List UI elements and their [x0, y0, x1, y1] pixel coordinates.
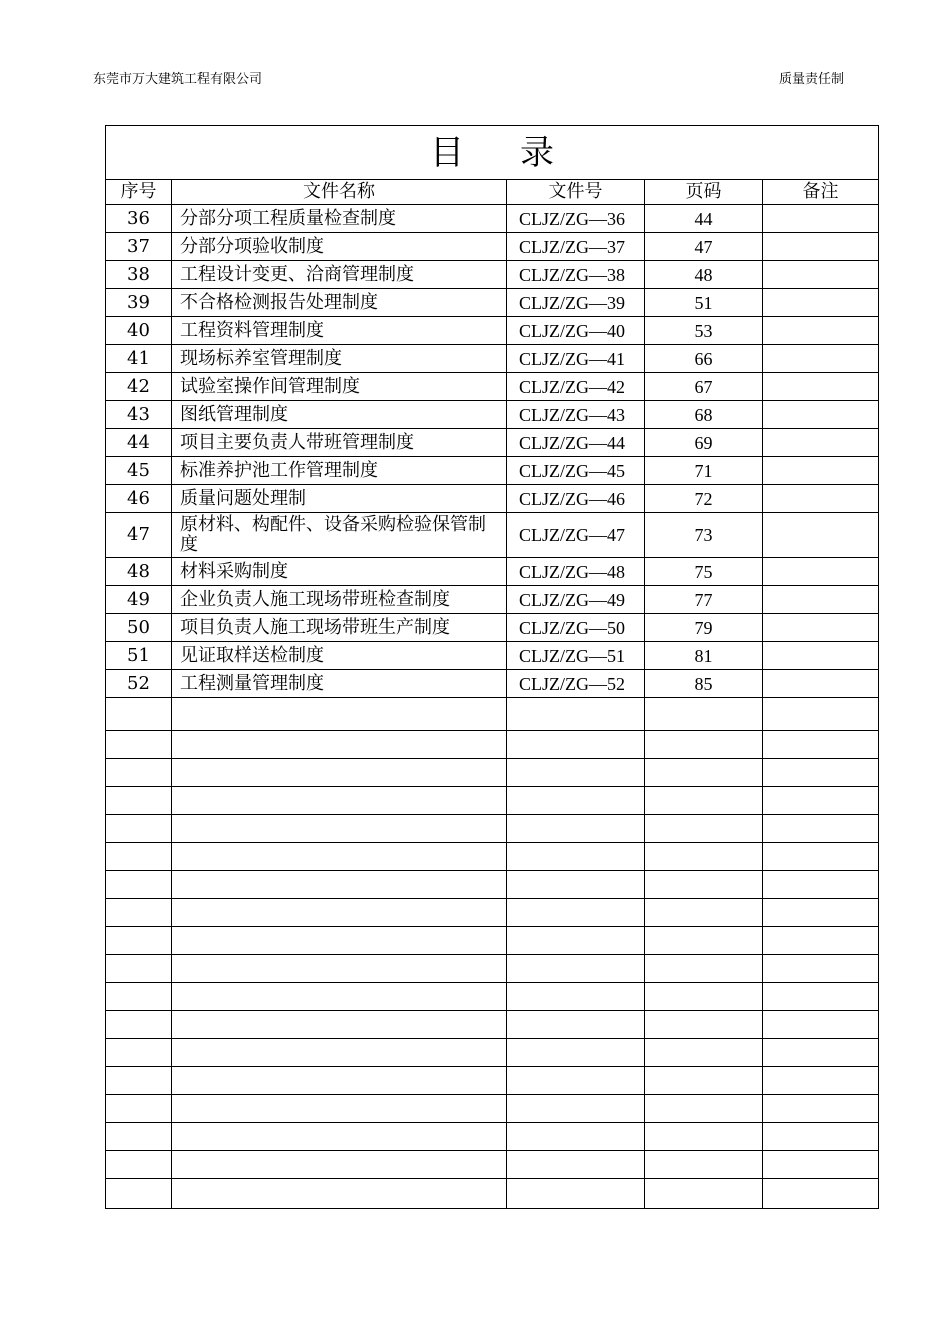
table-row: [106, 586, 879, 614]
row-code: CLJZ/ZG—38: [507, 261, 645, 289]
row-code: CLJZ/ZG—51: [507, 642, 645, 670]
row-note: [763, 614, 879, 642]
blank-cell: [106, 815, 172, 843]
blank-cell: [507, 815, 645, 843]
row-name: 工程测量管理制度: [172, 670, 507, 698]
row-code: CLJZ/ZG—45: [507, 457, 645, 485]
blank-cell: [106, 1011, 172, 1039]
blank-cell: [763, 955, 879, 983]
row-number: 50: [106, 614, 172, 642]
blank-cell: [763, 1067, 879, 1095]
row-note: [763, 233, 879, 261]
row-number: 43: [106, 401, 172, 429]
blank-cell: [172, 787, 507, 815]
blank-row: [106, 1095, 879, 1123]
blank-row: [106, 1123, 879, 1151]
blank-cell: [106, 1039, 172, 1067]
blank-cell: [507, 1095, 645, 1123]
blank-cell: [172, 1151, 507, 1179]
row-code: CLJZ/ZG—39: [507, 289, 645, 317]
table-row: [106, 558, 879, 586]
blank-cell: [507, 698, 645, 731]
blank-cell: [172, 1095, 507, 1123]
blank-cell: [106, 983, 172, 1011]
blank-cell: [763, 698, 879, 731]
row-name: 质量问题处理制: [172, 485, 507, 513]
blank-cell: [106, 1095, 172, 1123]
row-page: 67: [645, 373, 763, 401]
col-header-code: 文件号: [507, 180, 645, 205]
table-row: [106, 317, 879, 345]
blank-row: [106, 1067, 879, 1095]
row-note: [763, 670, 879, 698]
blank-cell: [763, 1039, 879, 1067]
blank-cell: [507, 759, 645, 787]
table-row: [106, 513, 879, 558]
row-number: 47: [106, 513, 172, 558]
row-note: [763, 586, 879, 614]
blank-cell: [507, 1179, 645, 1209]
blank-cell: [106, 1067, 172, 1095]
blank-row: [106, 698, 879, 731]
blank-cell: [645, 759, 763, 787]
blank-row: [106, 927, 879, 955]
row-page: 44: [645, 205, 763, 233]
row-code: CLJZ/ZG—50: [507, 614, 645, 642]
blank-cell: [172, 983, 507, 1011]
blank-cell: [763, 787, 879, 815]
row-name: 原材料、构配件、设备采购检验保管制度: [172, 513, 507, 558]
row-page: 75: [645, 558, 763, 586]
row-note: [763, 558, 879, 586]
blank-cell: [645, 843, 763, 871]
row-name: 项目主要负责人带班管理制度: [172, 429, 507, 457]
row-page: 81: [645, 642, 763, 670]
blank-cell: [507, 871, 645, 899]
row-name: 试验室操作间管理制度: [172, 373, 507, 401]
table-row: [106, 429, 879, 457]
blank-cell: [763, 731, 879, 759]
blank-cell: [507, 899, 645, 927]
row-page: 85: [645, 670, 763, 698]
table-row: [106, 289, 879, 317]
row-code: CLJZ/ZG—37: [507, 233, 645, 261]
row-note: [763, 401, 879, 429]
blank-cell: [172, 815, 507, 843]
blank-cell: [763, 1011, 879, 1039]
row-page: 66: [645, 345, 763, 373]
blank-cell: [106, 1123, 172, 1151]
row-number: 40: [106, 317, 172, 345]
blank-cell: [172, 843, 507, 871]
row-name: 企业负责人施工现场带班检查制度: [172, 586, 507, 614]
blank-cell: [645, 1095, 763, 1123]
table-row: [106, 614, 879, 642]
row-number: 46: [106, 485, 172, 513]
blank-row: [106, 759, 879, 787]
blank-row: [106, 955, 879, 983]
blank-cell: [645, 815, 763, 843]
row-page: 48: [645, 261, 763, 289]
row-code: CLJZ/ZG—46: [507, 485, 645, 513]
blank-row: [106, 1039, 879, 1067]
blank-cell: [763, 983, 879, 1011]
row-page: 53: [645, 317, 763, 345]
row-code: CLJZ/ZG—52: [507, 670, 645, 698]
row-page: 79: [645, 614, 763, 642]
blank-cell: [763, 1123, 879, 1151]
table-row: [106, 373, 879, 401]
blank-cell: [106, 1179, 172, 1209]
blank-cell: [106, 1151, 172, 1179]
blank-cell: [507, 1067, 645, 1095]
row-code: CLJZ/ZG—40: [507, 317, 645, 345]
blank-cell: [172, 927, 507, 955]
blank-cell: [645, 1151, 763, 1179]
row-number: 36: [106, 205, 172, 233]
row-page: 73: [645, 513, 763, 558]
blank-cell: [172, 698, 507, 731]
table-header-row: [106, 180, 879, 205]
row-name: 不合格检测报告处理制度: [172, 289, 507, 317]
blank-row: [106, 983, 879, 1011]
blank-cell: [763, 815, 879, 843]
blank-cell: [763, 1179, 879, 1209]
col-header-note: 备注: [763, 180, 879, 205]
row-note: [763, 289, 879, 317]
blank-cell: [106, 955, 172, 983]
row-number: 49: [106, 586, 172, 614]
row-name: 分部分项验收制度: [172, 233, 507, 261]
row-page: 72: [645, 485, 763, 513]
row-name: 标准养护池工作管理制度: [172, 457, 507, 485]
blank-cell: [507, 731, 645, 759]
toc-title: 目录: [106, 126, 879, 180]
blank-row: [106, 1179, 879, 1209]
row-note: [763, 642, 879, 670]
blank-cell: [172, 731, 507, 759]
row-page: 71: [645, 457, 763, 485]
blank-row: [106, 1151, 879, 1179]
row-number: 42: [106, 373, 172, 401]
blank-cell: [763, 927, 879, 955]
table-row: [106, 261, 879, 289]
blank-cell: [763, 1095, 879, 1123]
blank-cell: [106, 731, 172, 759]
blank-row: [106, 815, 879, 843]
blank-cell: [172, 759, 507, 787]
toc-body: [106, 205, 879, 1209]
blank-cell: [507, 843, 645, 871]
table-row: [106, 642, 879, 670]
row-page: 69: [645, 429, 763, 457]
table-row: [106, 233, 879, 261]
row-page: 77: [645, 586, 763, 614]
header-section: 质量责任制: [778, 72, 844, 87]
blank-cell: [507, 787, 645, 815]
blank-cell: [507, 1039, 645, 1067]
blank-cell: [172, 899, 507, 927]
blank-row: [106, 871, 879, 899]
row-code: CLJZ/ZG—48: [507, 558, 645, 586]
row-note: [763, 345, 879, 373]
blank-cell: [645, 698, 763, 731]
blank-cell: [763, 759, 879, 787]
row-note: [763, 317, 879, 345]
blank-cell: [645, 1011, 763, 1039]
blank-cell: [507, 955, 645, 983]
blank-cell: [106, 927, 172, 955]
table-row: [106, 401, 879, 429]
blank-cell: [106, 698, 172, 731]
blank-cell: [763, 899, 879, 927]
row-number: 48: [106, 558, 172, 586]
row-note: [763, 261, 879, 289]
blank-cell: [507, 983, 645, 1011]
table-row: [106, 485, 879, 513]
blank-cell: [106, 843, 172, 871]
row-name: 现场标养室管理制度: [172, 345, 507, 373]
row-page: 51: [645, 289, 763, 317]
toc-table: [105, 125, 879, 1209]
row-number: 51: [106, 642, 172, 670]
blank-cell: [507, 927, 645, 955]
row-number: 37: [106, 233, 172, 261]
row-number: 52: [106, 670, 172, 698]
row-note: [763, 429, 879, 457]
blank-cell: [172, 1179, 507, 1209]
row-number: 41: [106, 345, 172, 373]
col-header-page: 页码: [645, 180, 763, 205]
row-note: [763, 373, 879, 401]
blank-cell: [645, 983, 763, 1011]
blank-cell: [507, 1151, 645, 1179]
row-code: CLJZ/ZG—41: [507, 345, 645, 373]
blank-cell: [172, 955, 507, 983]
header-company: 东莞市万大建筑工程有限公司: [93, 72, 263, 87]
row-code: CLJZ/ZG—42: [507, 373, 645, 401]
row-name: 项目负责人施工现场带班生产制度: [172, 614, 507, 642]
row-name: 图纸管理制度: [172, 401, 507, 429]
row-note: [763, 457, 879, 485]
blank-row: [106, 1011, 879, 1039]
row-number: 45: [106, 457, 172, 485]
row-number: 38: [106, 261, 172, 289]
col-header-name: 文件名称: [172, 180, 507, 205]
col-header-no: 序号: [106, 180, 172, 205]
blank-cell: [763, 843, 879, 871]
row-page: 47: [645, 233, 763, 261]
blank-cell: [645, 787, 763, 815]
row-number: 44: [106, 429, 172, 457]
blank-cell: [645, 1123, 763, 1151]
blank-cell: [172, 1067, 507, 1095]
table-row: [106, 670, 879, 698]
row-page: 68: [645, 401, 763, 429]
blank-cell: [106, 871, 172, 899]
blank-row: [106, 787, 879, 815]
row-number: 39: [106, 289, 172, 317]
blank-cell: [172, 1039, 507, 1067]
blank-cell: [763, 871, 879, 899]
blank-cell: [507, 1011, 645, 1039]
blank-cell: [645, 1039, 763, 1067]
blank-cell: [645, 1179, 763, 1209]
row-code: CLJZ/ZG—43: [507, 401, 645, 429]
row-name: 工程资料管理制度: [172, 317, 507, 345]
blank-cell: [507, 1123, 645, 1151]
blank-cell: [645, 927, 763, 955]
row-code: CLJZ/ZG—47: [507, 513, 645, 558]
row-note: [763, 513, 879, 558]
blank-cell: [106, 787, 172, 815]
blank-row: [106, 731, 879, 759]
blank-cell: [106, 899, 172, 927]
row-name: 工程设计变更、洽商管理制度: [172, 261, 507, 289]
blank-cell: [645, 731, 763, 759]
blank-cell: [645, 955, 763, 983]
row-note: [763, 485, 879, 513]
blank-cell: [763, 1151, 879, 1179]
row-name: 材料采购制度: [172, 558, 507, 586]
blank-cell: [645, 871, 763, 899]
row-code: CLJZ/ZG—49: [507, 586, 645, 614]
row-code: CLJZ/ZG—36: [507, 205, 645, 233]
table-row: [106, 457, 879, 485]
blank-cell: [645, 899, 763, 927]
row-name: 见证取样送检制度: [172, 642, 507, 670]
blank-cell: [106, 759, 172, 787]
blank-cell: [645, 1067, 763, 1095]
row-code: CLJZ/ZG—44: [507, 429, 645, 457]
table-row: [106, 205, 879, 233]
row-name: 分部分项工程质量检查制度: [172, 205, 507, 233]
blank-row: [106, 843, 879, 871]
blank-cell: [172, 1011, 507, 1039]
row-note: [763, 205, 879, 233]
blank-cell: [172, 871, 507, 899]
table-row: [106, 345, 879, 373]
blank-row: [106, 899, 879, 927]
blank-cell: [172, 1123, 507, 1151]
